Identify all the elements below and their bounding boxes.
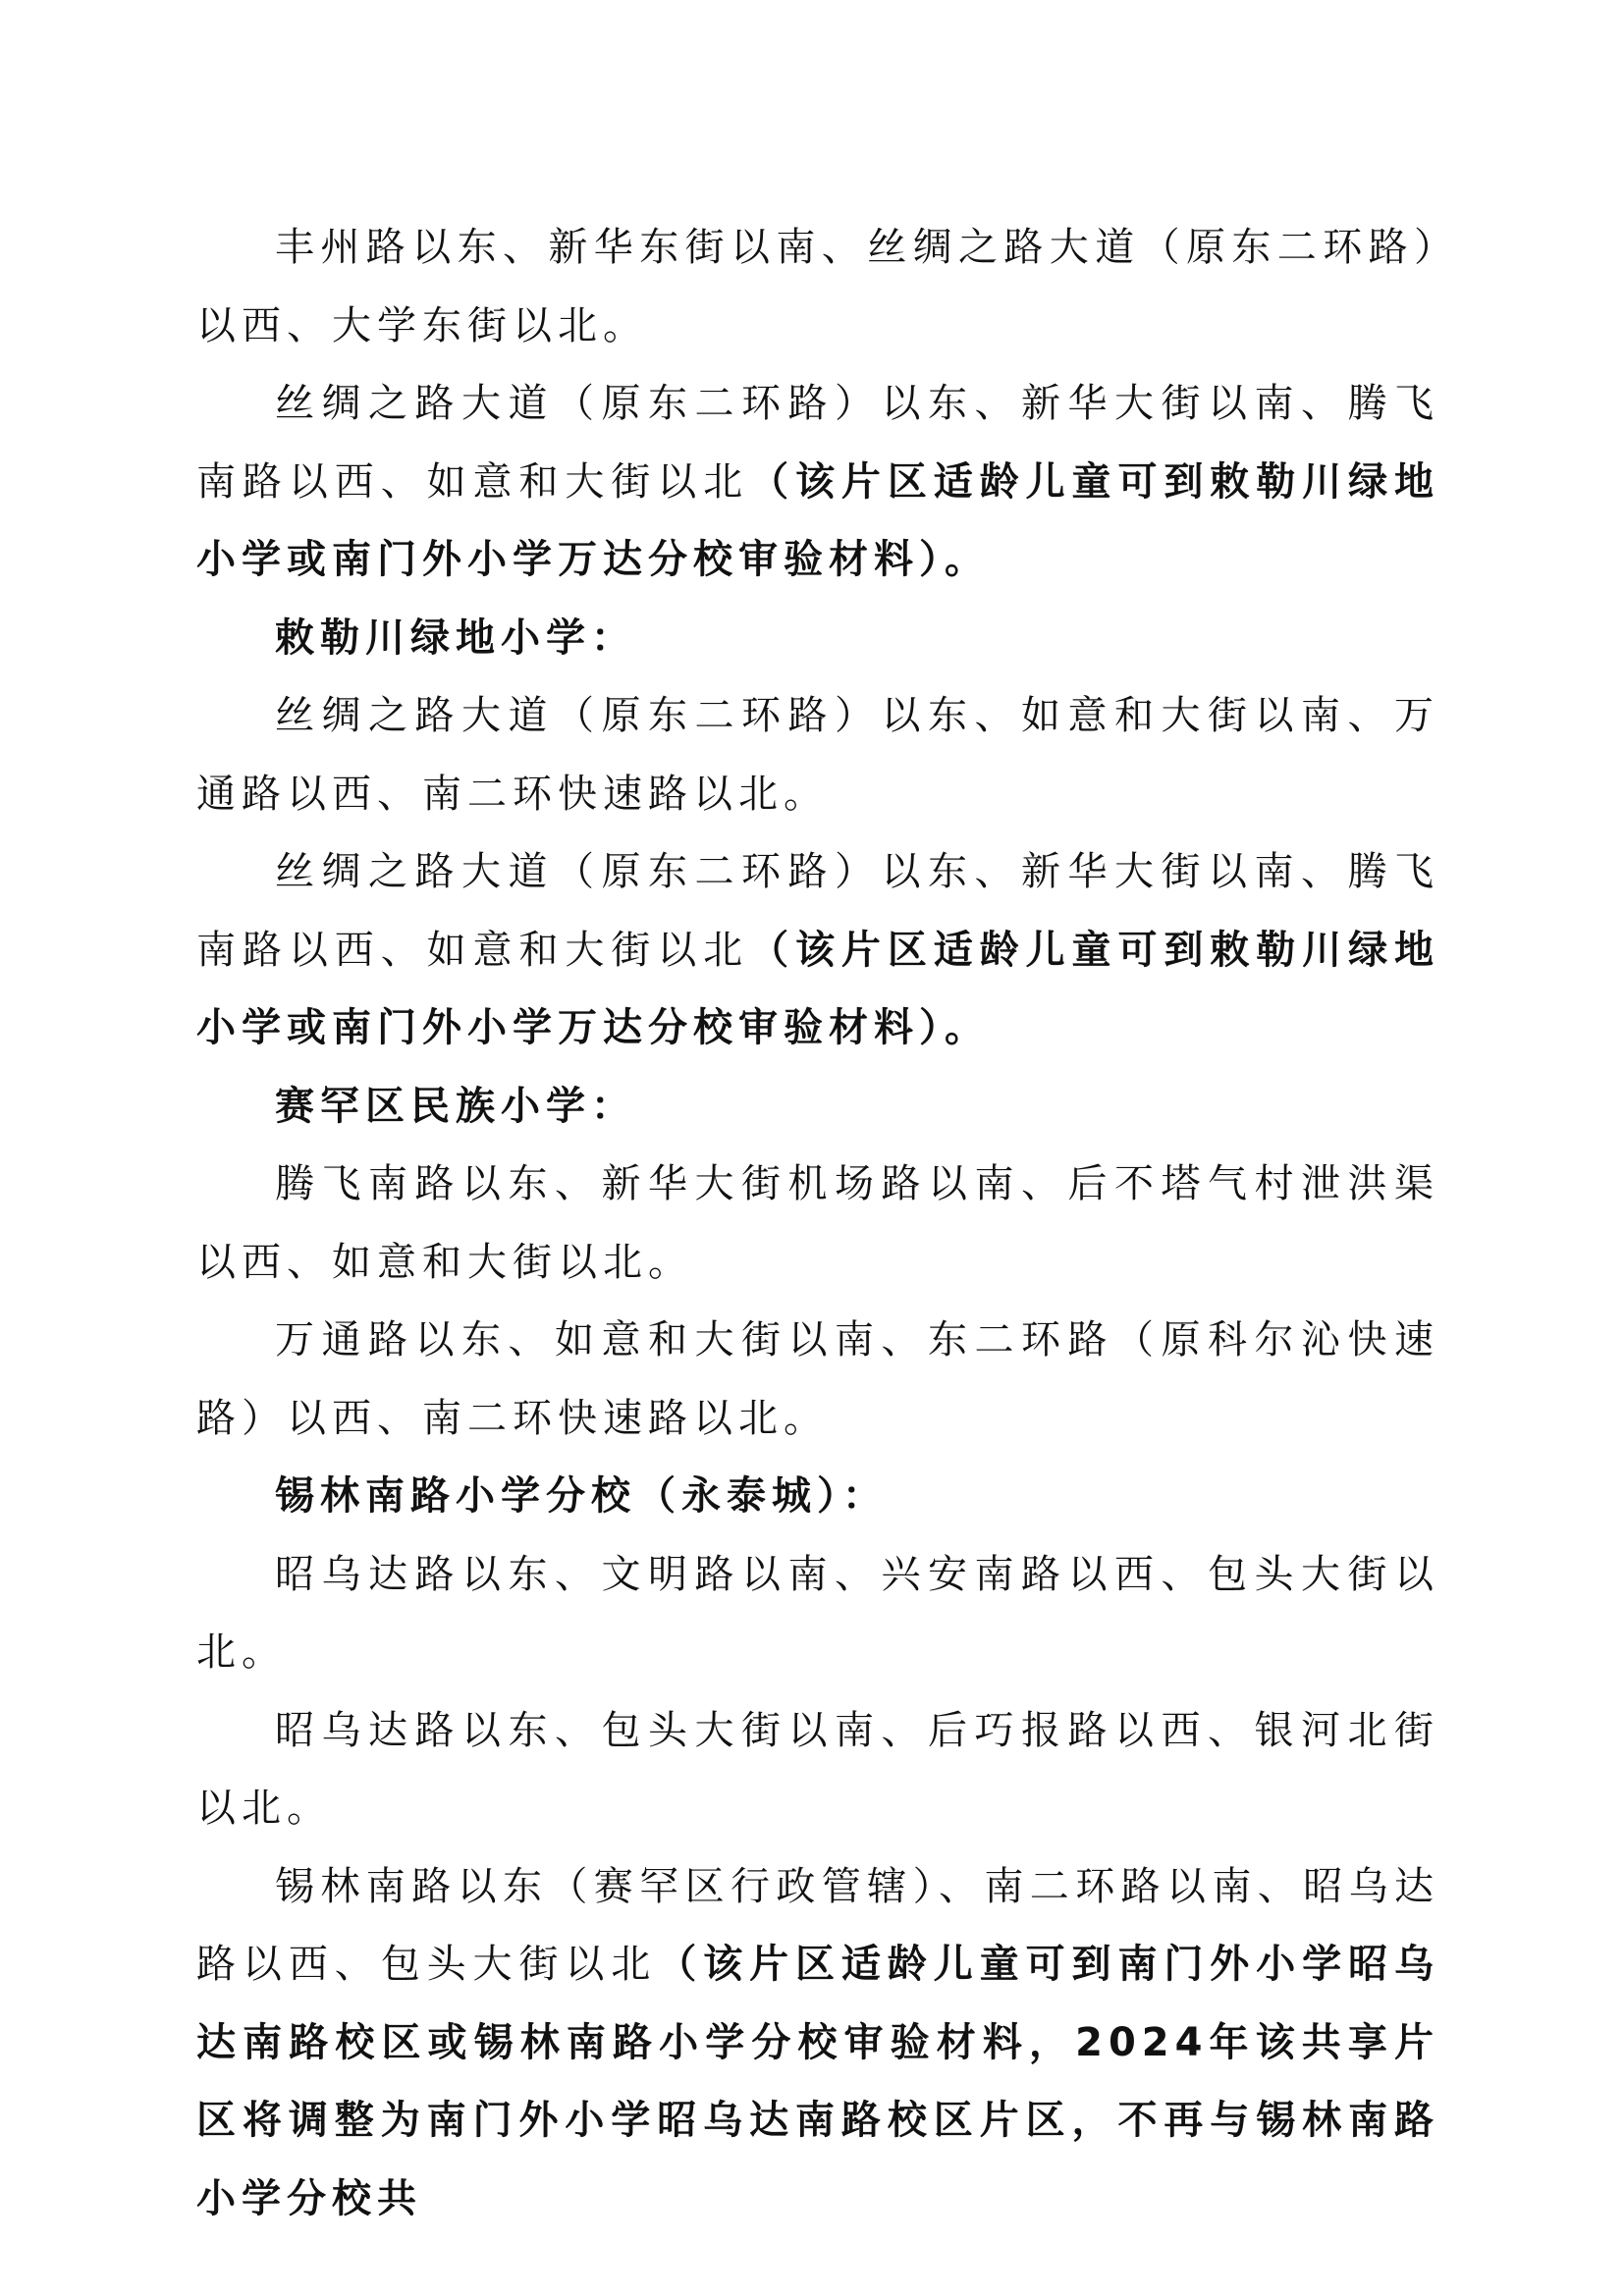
paragraph-text: 丝绸之路大道（原东二环路）以东、如意和大街以南、万通路以西、南二环快速路以北。: [196, 693, 1439, 817]
paragraph-area-4: [196, 833, 1439, 1068]
paragraph-text: 丝绸之路大道（原东二环路）以东、新华大街以南、腾飞南路以西、如意和大街以北: [196, 849, 1439, 973]
paragraph-area-3: [196, 677, 1439, 833]
paragraph-area-1: [196, 209, 1439, 365]
paragraph-text: 锡林南路以东（赛罕区行政管辖）、南二环路以南、昭乌达路以西、包头大街以北: [196, 1863, 1439, 1987]
paragraph-area-8: [196, 1692, 1439, 1848]
school-heading-chilechuan-lvdi: 敕勒川绿地小学：: [275, 614, 636, 661]
paragraph-text: 昭乌达路以东、文明路以南、兴安南路以西、包头大街以北。: [196, 1551, 1439, 1675]
paragraph-text: 万通路以东、如意和大街以南、东二环路（原科尔沁快速路）以西、南二环快速路以北。: [196, 1317, 1439, 1441]
paragraph-area-2: [196, 365, 1439, 600]
paragraph-note: （该片区适龄儿童可到敕勒川绿地小学或南门外小学万达分校审验材料）。: [196, 458, 1440, 582]
paragraph-note: （该片区适龄儿童可到敕勒川绿地小学或南门外小学万达分校审验材料）。: [196, 927, 1440, 1050]
paragraph-note: （该片区适龄儿童可到南门外小学昭乌达南路校区或锡林南路小学分校审验材料，2024年该共享片区将调整为南门外小学昭乌达南路校区片区，不再与锡林南路小学分校共: [196, 1942, 1440, 2221]
paragraph-text: 腾飞南路以东、新华大街机场路以南、后不塔气村泄洪渠以西、如意和大街以北。: [196, 1161, 1439, 1285]
document-page: [196, 209, 1439, 2238]
paragraph-text: 昭乌达路以东、包头大街以南、后巧报路以西、银河北街以北。: [196, 1707, 1439, 1831]
paragraph-area-9: [196, 1848, 1439, 2239]
paragraph-text: 丝绸之路大道（原东二环路）以东、新华大街以南、腾飞南路以西、如意和大街以北: [196, 381, 1439, 505]
paragraph-area-5: [196, 1146, 1439, 1302]
paragraph-text: 丰州路以东、新华东街以南、丝绸之路大道（原东二环路）以西、大学东街以北。: [196, 225, 1439, 348]
paragraph-area-7: [196, 1536, 1439, 1692]
school-heading-saihan-minzu: 赛罕区民族小学：: [275, 1083, 636, 1129]
paragraph-area-6: [196, 1302, 1439, 1458]
school-heading-xilin-nanlu-fenxiao: 锡林南路小学分校（永泰城）：: [275, 1473, 888, 1519]
